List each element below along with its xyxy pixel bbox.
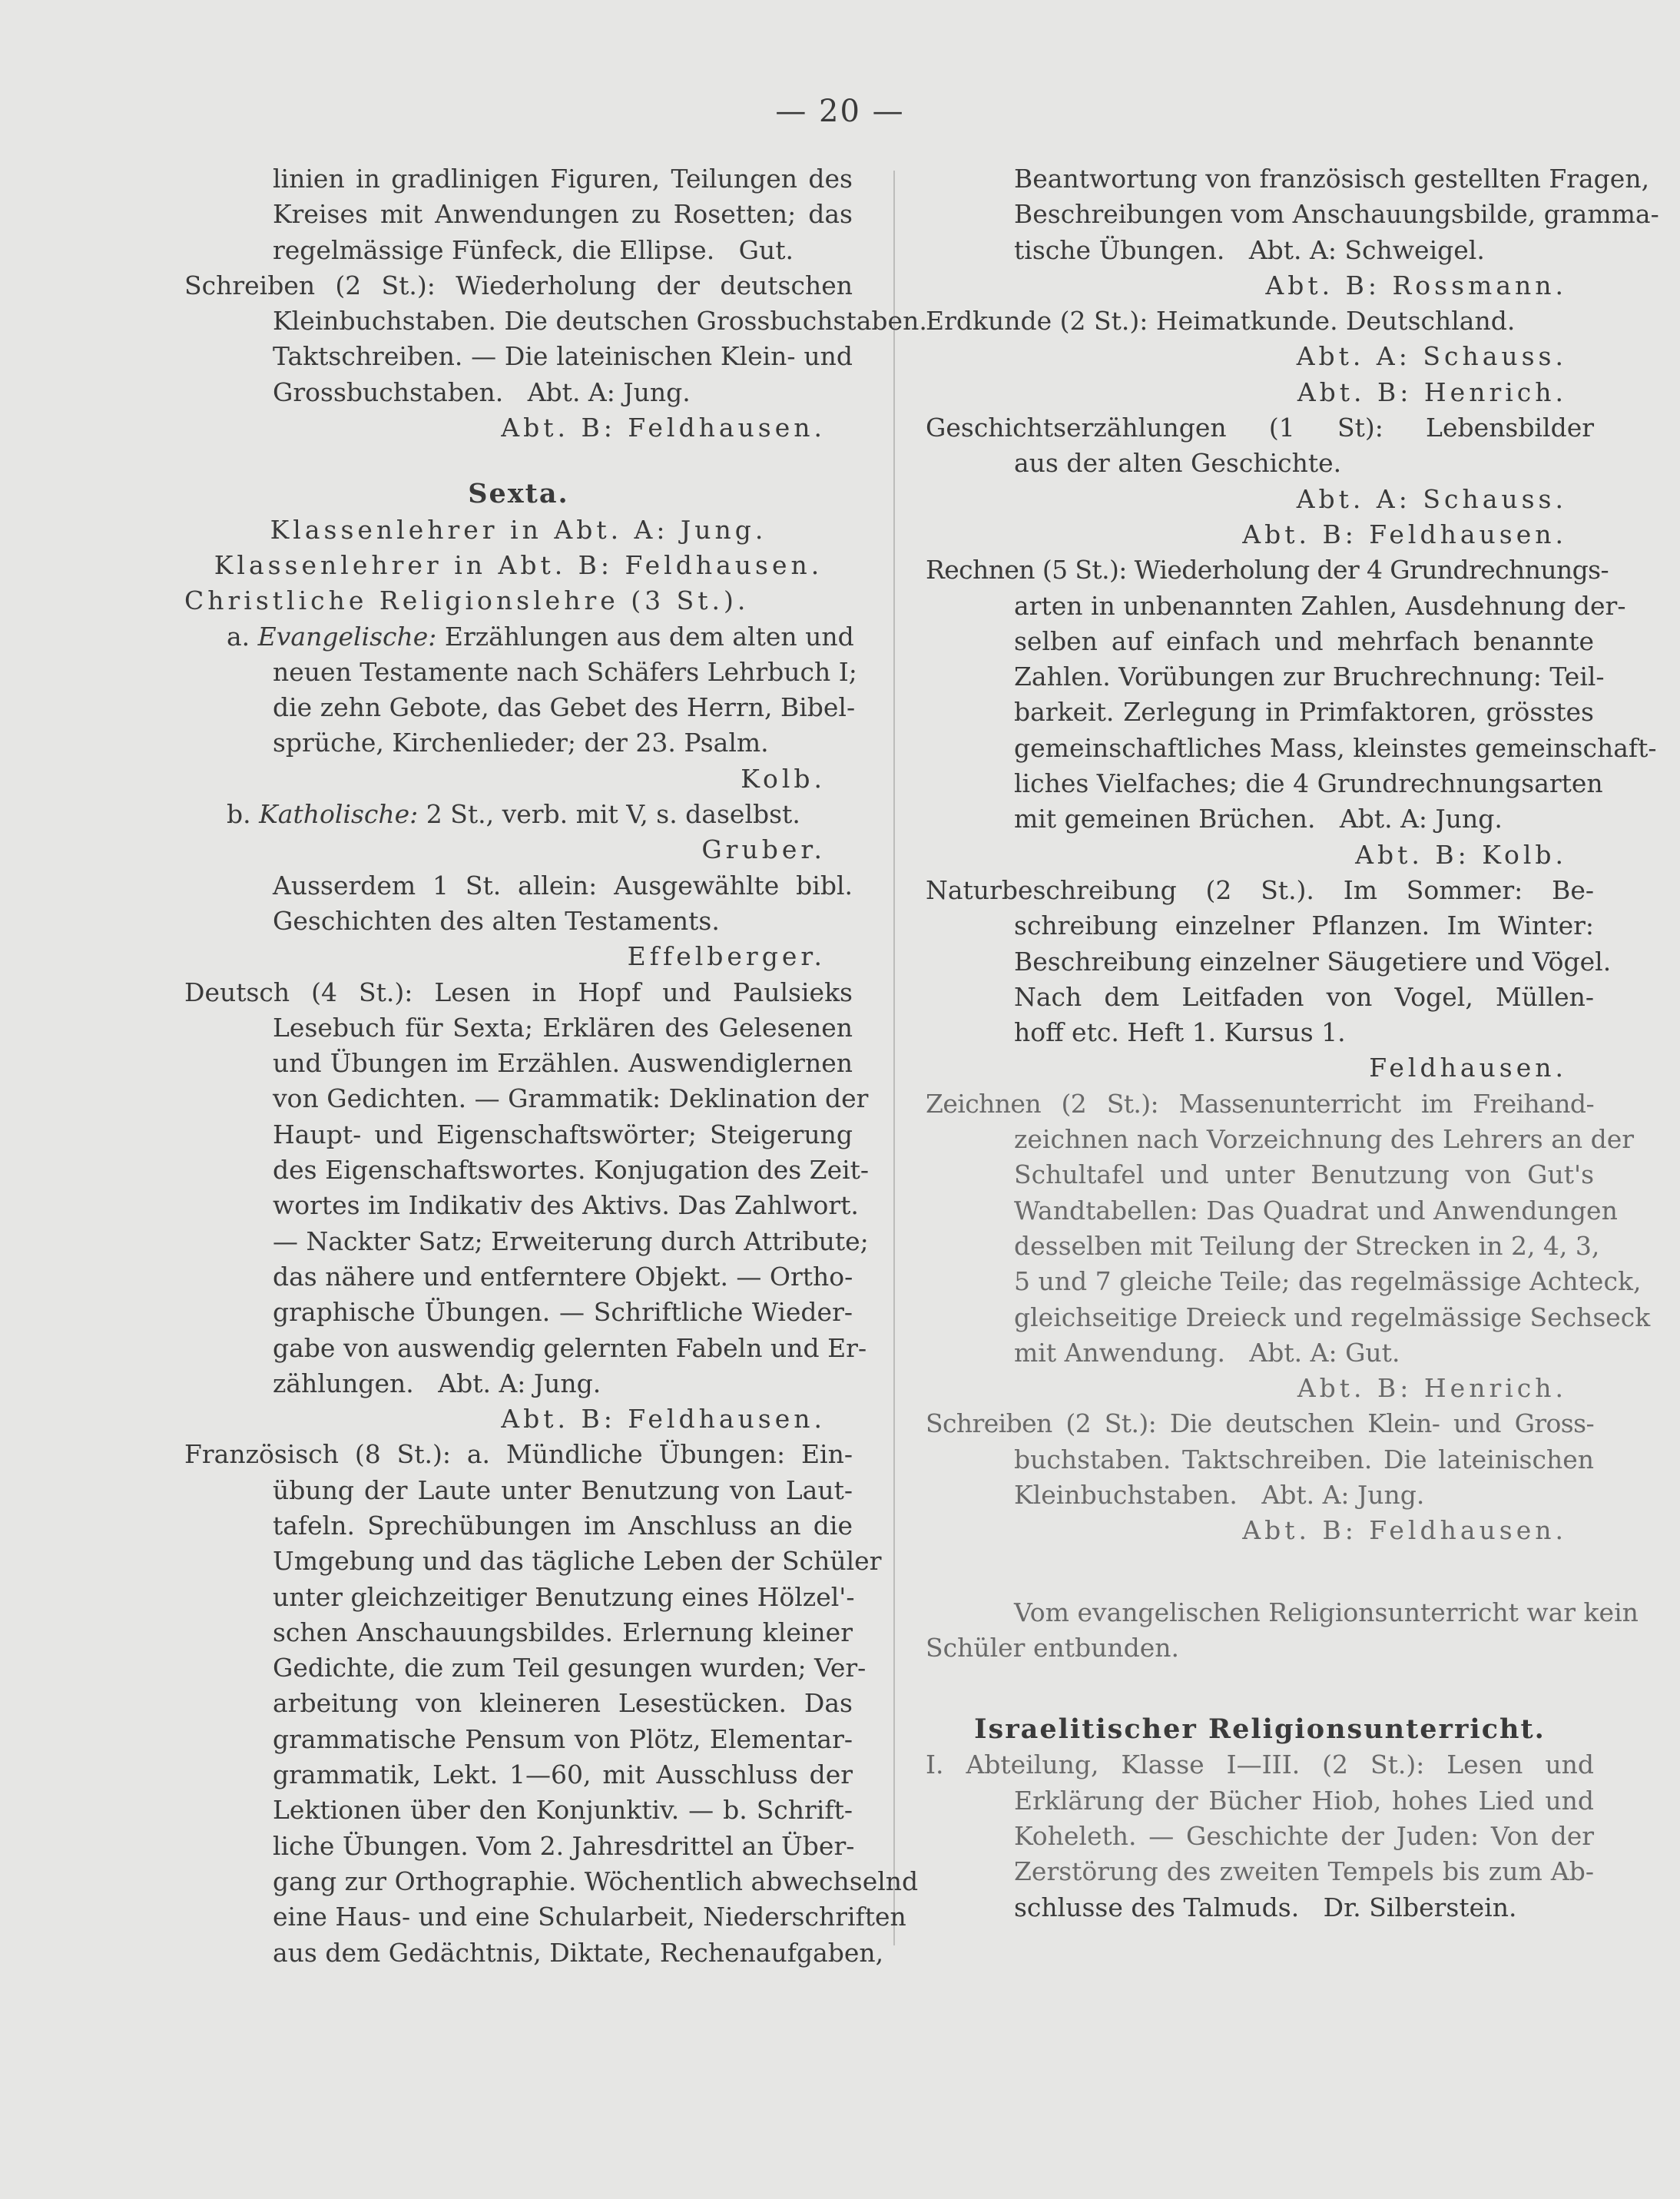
text-line: Abt. B: Rossmann. xyxy=(1265,270,1567,300)
text-line: Zerstörung des zweiten Tempels bis zum Ab- xyxy=(1014,1856,1594,1887)
text-line: selben auf einfach und mehrfach benannte xyxy=(1014,625,1594,656)
text-fragment: 2 St., verb. mit V, s. daselbst. xyxy=(418,799,800,830)
text-line: Kleinbuchstaben. Abt. A: Jung. xyxy=(1014,1479,1425,1510)
text-line: Kleinbuchstaben. Die deutschen Grossbuchstaben. xyxy=(273,306,927,337)
text-line: graphische Übungen. — Schriftliche Wieder- xyxy=(273,1297,853,1328)
text-line: mit Anwendung. Abt. A: Gut. xyxy=(1014,1337,1400,1368)
text-line: gemeinschaftliches Mass, kleinstes gemeinschaft- xyxy=(1014,732,1657,763)
text-line: schreibung einzelner Pflanzen. Im Winter: xyxy=(1014,910,1594,941)
teacher-name: Effelberger. xyxy=(627,941,826,972)
text-line: neuen Testamente nach Schäfers Lehrbuch I; xyxy=(273,656,857,687)
italic-term: Katholische: xyxy=(259,799,419,830)
text-line: Kreises mit Anwendungen zu Rosetten; das xyxy=(273,199,853,230)
text-line: Geschichten des alten Testaments. xyxy=(273,905,720,936)
text-line: aus dem Gedächtnis, Diktate, Rechenaufgaben, xyxy=(273,1937,884,1968)
text-line: arbeitung von kleineren Lesestücken. Das xyxy=(273,1688,853,1719)
text-line: arten in unbenannten Zahlen, Ausdehnung der- xyxy=(1014,590,1626,621)
text-line: Christliche Religionslehre (3 St.). xyxy=(184,585,750,616)
list-marker: b. xyxy=(227,799,251,830)
text-line: regelmässige Fünfeck, die Ellipse. Gut. xyxy=(273,234,794,265)
text-line: des Eigenschaftswortes. Konjugation des Zeit- xyxy=(273,1155,870,1186)
text-line: von Gedichten. — Grammatik: Deklination der xyxy=(273,1083,869,1114)
text-line: Grossbuchstaben. Abt. A: Jung. xyxy=(273,376,691,407)
teacher-name: Gruber. xyxy=(701,834,826,865)
page-number: — 20 — xyxy=(775,94,905,129)
text-line: Beschreibung einzelner Säugetiere und Vögel. xyxy=(1014,946,1612,977)
text-line: grammatik, Lekt. 1—60, mit Ausschluss der xyxy=(273,1760,853,1790)
text-line: Koheleth. — Geschichte der Juden: Von der xyxy=(1014,1821,1594,1852)
text-line: schen Anschauungsbildes. Erlernung kleiner xyxy=(273,1617,853,1647)
text-line: Erklärung der Bücher Hiob, hohes Lied und xyxy=(1014,1785,1594,1816)
text-line: liche Übungen. Vom 2. Jahresdrittel an Über- xyxy=(273,1830,855,1861)
text-line xyxy=(184,619,853,655)
text-line: wortes im Indikativ des Aktivs. Das Zahlwort. xyxy=(273,1190,859,1221)
list-marker: a. xyxy=(227,621,250,652)
text-line: Haupt- und Eigenschaftswörter; Steigerung xyxy=(273,1119,853,1149)
text-line: Lektionen über den Konjunktiv. — b. Schrift- xyxy=(273,1795,853,1826)
text-line: Abt. B: Feldhausen. xyxy=(501,413,826,443)
text-line: zählungen. Abt. A: Jung. xyxy=(273,1368,601,1398)
text-line: linien in gradlinigen Figuren, Teilungen des xyxy=(273,164,853,194)
text-line: — Nackter Satz; Erweiterung durch Attribute; xyxy=(273,1226,869,1256)
right-column xyxy=(926,161,1659,1925)
text-line: 5 und 7 gleiche Teile; das regelmässige Achteck, xyxy=(1014,1266,1642,1297)
text-line: Zahlen. Vorübungen zur Bruchrechnung: Teil- xyxy=(1014,662,1605,692)
text-line: Abt. A: Schauss. xyxy=(1296,483,1567,514)
text-line xyxy=(184,797,853,832)
section-heading-sexta: Sexta. xyxy=(468,478,569,510)
text-line: Geschichtserzählungen (1 St): Lebensbilder xyxy=(926,413,1594,443)
text-line: Ausserdem 1 St. allein: Ausgewählte bibl. xyxy=(273,870,853,900)
text-line: Schreiben (2 St.): Wiederholung der deutschen xyxy=(184,270,853,300)
text-line: Taktschreiben. — Die lateinischen Klein- und xyxy=(273,341,853,372)
text-line: eine Haus- und eine Schularbeit, Niederschriften xyxy=(273,1902,906,1932)
text-line: unter gleichzeitiger Benutzung eines Hölzel'- xyxy=(273,1581,855,1612)
text-line: Nach dem Leitfaden von Vogel, Müllen- xyxy=(1014,981,1594,1012)
text-line: die zehn Gebote, das Gebet des Herrn, Bibel- xyxy=(273,692,856,723)
text-line: Schultafel und unter Benutzung von Gut's xyxy=(1014,1159,1594,1190)
text-line: grammatische Pensum von Plötz, Elementar- xyxy=(273,1723,853,1754)
text-line: Deutsch (4 St.): Lesen in Hopf und Paulsieks xyxy=(184,977,853,1007)
text-line: Erdkunde (2 St.): Heimatkunde. Deutschland. xyxy=(926,306,1516,337)
column-divider xyxy=(893,171,895,1945)
teacher-name: Kolb. xyxy=(741,763,826,794)
text-line: Abt. B: Feldhausen. xyxy=(1242,519,1567,549)
text-line: Klassenlehrer in Abt. B: Feldhausen. xyxy=(214,549,823,580)
text-line: Lesebuch für Sexta; Erklären des Gelesenen xyxy=(273,1012,853,1043)
text-line: Vom evangelischen Religionsunterricht war kein xyxy=(1014,1597,1639,1627)
text-line: Umgebung und das tägliche Leben der Schüler xyxy=(273,1546,882,1577)
text-line: tische Übungen. Abt. A: Schweigel. xyxy=(1014,234,1485,265)
text-line: gang zur Orthographie. Wöchentlich abwechselnd xyxy=(273,1866,919,1896)
text-line: Abt. B: Kolb. xyxy=(1355,839,1567,870)
text-line: buchstaben. Taktschreiben. Die lateinischen xyxy=(1014,1444,1594,1474)
text-line: Abt. B: Henrich. xyxy=(1297,376,1567,407)
text-line: Abt. B: Henrich. xyxy=(1297,1373,1567,1404)
text-line: zeichnen nach Vorzeichnung des Lehrers an der xyxy=(1014,1124,1635,1155)
text-line: Abt. B: Feldhausen. xyxy=(1242,1515,1567,1546)
teacher-name: Feldhausen. xyxy=(1369,1053,1567,1083)
text-line: Beschreibungen vom Anschauungsbilde, gramma- xyxy=(1014,199,1659,230)
text-line: das nähere und entferntere Objekt. — Ortho- xyxy=(273,1261,853,1292)
text-line: und Übungen im Erzählen. Auswendiglernen xyxy=(273,1048,853,1079)
text-line: hoff etc. Heft 1. Kursus 1. xyxy=(1014,1017,1346,1048)
text-line: aus der alten Geschichte. xyxy=(1014,448,1342,479)
section-heading-israelitischer-religionsunterricht: Israelitischer Religionsunterricht. xyxy=(974,1713,1546,1746)
text-line: Gedichte, die zum Teil gesungen wurden; Ver- xyxy=(273,1653,867,1683)
text-line: Rechnen (5 St.): Wiederholung der 4 Grundrechnungs- xyxy=(926,555,1609,585)
text-line: mit gemeinen Brüchen. Abt. A: Jung. xyxy=(1014,804,1503,834)
text-line: sprüche, Kirchenlieder; der 23. Psalm. xyxy=(273,728,769,758)
text-line: barkeit. Zerlegung in Primfaktoren, grösstes xyxy=(1014,697,1594,728)
text-line: Beantwortung von französisch gestellten Fragen, xyxy=(1014,164,1650,194)
text-line: Wandtabellen: Das Quadrat und Anwendungen xyxy=(1014,1195,1618,1226)
text-line: liches Vielfaches; die 4 Grundrechnungsarten xyxy=(1014,768,1603,799)
text-line: Schreiben (2 St.): Die deutschen Klein- und Gross- xyxy=(926,1408,1594,1439)
text-line: desselben mit Teilung der Strecken in 2, 4, 3, xyxy=(1014,1230,1600,1261)
text-line: I. Abteilung, Klasse I—III. (2 St.): Lesen und xyxy=(926,1750,1594,1780)
text-line: Naturbeschreibung (2 St.). Im Sommer: Be- xyxy=(926,874,1594,905)
text-line: übung der Laute unter Benutzung von Laut- xyxy=(273,1474,853,1505)
text-line: Klassenlehrer in Abt. A: Jung. xyxy=(270,514,767,545)
text-line: gleichseitige Dreieck und regelmässige Sechseck xyxy=(1014,1302,1651,1332)
text-fragment: Erzählungen aus dem alten und xyxy=(436,621,854,652)
text-line: Abt. B: Feldhausen. xyxy=(501,1404,826,1434)
text-line: schlusse des Talmuds. Dr. Silberstein. xyxy=(1014,1892,1517,1922)
text-line: tafeln. Sprechübungen im Anschluss an die xyxy=(273,1510,853,1541)
text-line: Abt. A: Schauss. xyxy=(1296,341,1567,372)
text-line: Französisch (8 St.): a. Mündliche Übungen: Ein- xyxy=(184,1439,853,1470)
left-column xyxy=(184,161,927,1971)
text-line: gabe von auswendig gelernten Fabeln und Er- xyxy=(273,1332,867,1363)
italic-term: Evangelische: xyxy=(257,621,437,652)
text-line: Schüler entbunden. xyxy=(926,1632,1180,1663)
text-line: Zeichnen (2 St.): Massenunterricht im Freihand- xyxy=(926,1088,1594,1119)
